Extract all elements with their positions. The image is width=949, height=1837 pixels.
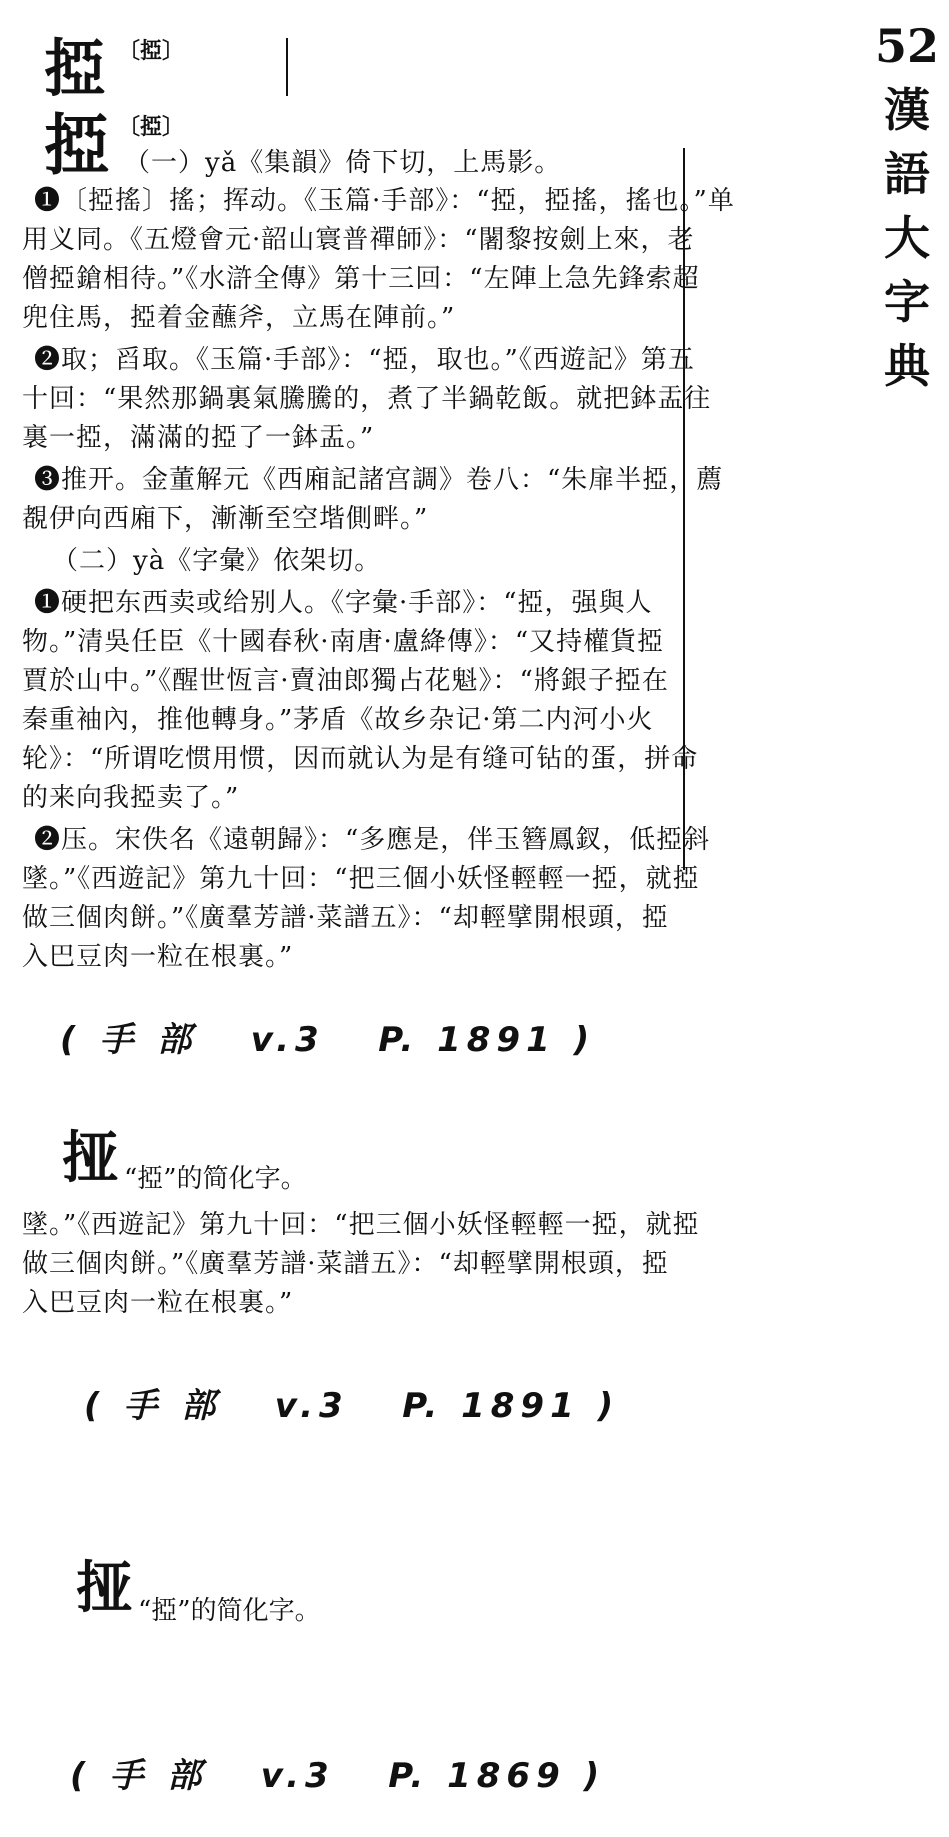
entry-line: 墜。”《西遊記》第九十回：“把三個小妖怪輕輕一掗，就掗 — [22, 864, 700, 894]
entry-line: 兜住馬，掗着金蘸斧，立馬在陣前。” — [22, 303, 456, 333]
header-divider — [286, 38, 288, 96]
simplified-2-label: “掗”的简化字。 — [138, 1596, 321, 1626]
simplified-1-line: 入巴豆肉一粒在根裏。” — [22, 1288, 294, 1318]
entry-line: 入巴豆肉一粒在根裏。” — [22, 942, 294, 972]
entry-bracket: 〔掗〕 — [118, 114, 185, 140]
header-bracket: 〔掗〕 — [118, 38, 185, 64]
entry-line: ❸推开。金董解元《西廂記諸宫調》卷八：“朱扉半掗，薦 — [34, 465, 724, 495]
entry-line: ❷取；舀取。《玉篇·手部》：“掗，取也。”《西遊記》第五 — [34, 345, 695, 375]
entry-line-pron-2: （二）yà《字彙》依架切。 — [52, 546, 382, 576]
simplified-1-line: 墜。”《西遊記》第九十回：“把三個小妖怪輕輕一掗，就掗 — [22, 1210, 700, 1240]
entry-line: 賈於山中。”《醒世恆言·賣油郎獨占花魁》：“將銀子掗在 — [22, 666, 669, 696]
simplified-2-headword: 挜 — [76, 1555, 132, 1621]
header-headword: 掗 — [44, 32, 107, 105]
entry-line: 轮》：“所谓吃惯用惯，因而就认为是有缝可钻的蛋，拼命 — [22, 744, 699, 774]
simplified-1-label: “掗”的简化字。 — [124, 1164, 307, 1194]
entry-line: 物。”清吳任臣《十國春秋·南唐·盧絳傳》：“又持權貨掗 — [22, 627, 665, 657]
entry-line: 用义同。《五燈會元·韶山寰普禪師》：“闍黎按劍上來，老 — [22, 225, 695, 255]
entry-line: 秦重袖內，推他轉身。”茅盾《故乡杂记·第二内河小火 — [22, 705, 654, 735]
entry-line: ❶硬把东西卖或给别人。《字彙·手部》：“掗，强與人 — [34, 588, 653, 618]
entry-line: ❶〔掗搖〕搖；挥动。《玉篇·手部》：“掗，掗搖，搖也。”单 — [34, 186, 735, 216]
entry-line: 做三個肉餅。”《廣羣芳譜·菜譜五》：“却輕擘開根頭，掗 — [22, 903, 669, 933]
dictionary-title-text: 52漢語大字典 — [874, 19, 939, 393]
simplified-2-citation: ( 手 部 v.3 P. 1869 ) — [70, 1756, 606, 1796]
dictionary-title — [872, 14, 942, 398]
entry-line: 的来向我掗卖了。” — [22, 783, 240, 813]
entry-headword: 掗 — [44, 106, 110, 184]
simplified-1-headword: 挜 — [62, 1125, 118, 1191]
entry-line: 僧掗鎗相待。”《水滸全傳》第十三回：“左陣上急先鋒索超 — [22, 264, 700, 294]
entry-citation: ( 手 部 v.3 P. 1891 ) — [60, 1020, 596, 1060]
simplified-1-line: 做三個肉餅。”《廣羣芳譜·菜譜五》：“却輕擘開根頭，掗 — [22, 1249, 669, 1279]
simplified-1-citation: ( 手 部 v.3 P. 1891 ) — [84, 1386, 620, 1426]
entry-line: ❷压。宋佚名《遠朝歸》：“多應是，伴玉簪鳳釵，低掗斜 — [34, 825, 711, 855]
entry-line: 裏一掗，滿滿的掗了一鉢盂。” — [22, 423, 375, 453]
entry-line: 十回：“果然那鍋裏氣騰騰的，煮了半鍋乾飯。就把鉢盂往 — [22, 384, 712, 414]
entry-line: 覩伊向西廂下，漸漸至空堦側畔。” — [22, 504, 429, 534]
entry-line-pron-1: （一）yǎ《集韻》倚下切，上馬影。 — [124, 148, 562, 178]
